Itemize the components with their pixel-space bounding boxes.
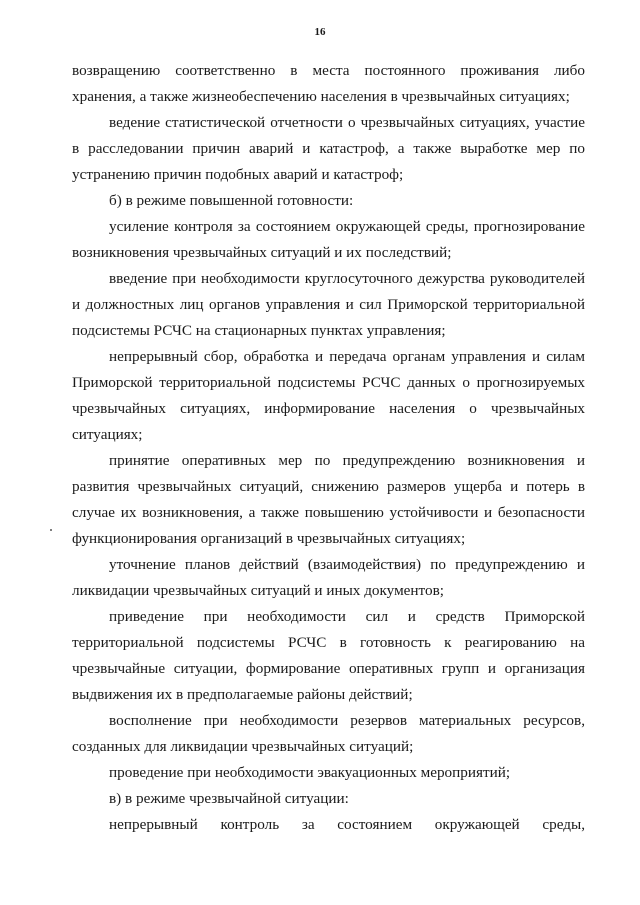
paragraph: введение при необходимости круглосуточного дежурства руководителей и должностных лиц органов управления и сил Приморской территориальной подсистемы РСЧС на стационарных пунктах управления;	[72, 270, 585, 339]
paragraph: усиление контроля за состоянием окружающей среды, прогнозирование возникновения чрезвычайных ситуаций и их последствий;	[72, 218, 585, 261]
paragraph-truncated: непрерывный контроль за состоянием окружающей среды,	[109, 816, 585, 833]
paragraph-continuation: возвращению соответственно в места постоянного проживания либо хранения, а также жизнеобеспечению населения в чрезвычайных ситуациях;	[72, 62, 585, 105]
section-heading-v: в) в режиме чрезвычайной ситуации:	[109, 790, 349, 807]
paragraph: уточнение планов действий (взаимодействия) по предупреждению и ликвидации чрезвычайных ситуаций и иных документов;	[72, 556, 585, 599]
page-number: 16	[314, 26, 326, 38]
section-heading-b: б) в режиме повышенной готовности:	[109, 192, 354, 209]
scan-mark	[50, 529, 52, 531]
paragraph: непрерывный сбор, обработка и передача органам управления и силам Приморской территориальной подсистемы РСЧС данных о прогнозируемых чрезвычайных ситуациях, информирование населения о чрезвычайных ситуациях;	[72, 348, 585, 443]
paragraph: принятие оперативных мер по предупреждению возникновения и развития чрезвычайных ситуаций, снижению размеров ущерба и потерь в случае их возникновения, а также повышению устойчивости и безопасности функционирования организаций в чрезвычайных ситуациях;	[72, 452, 585, 547]
paragraph: проведение при необходимости эвакуационных мероприятий;	[109, 764, 511, 781]
paragraph: ведение статистической отчетности о чрезвычайных ситуациях, участие в расследовании причин аварий и катастроф, а также выработке мер по устранению причин подобных аварий и катастроф;	[72, 114, 585, 183]
paragraph: приведение при необходимости сил и средств Приморской территориальной подсистемы РСЧС в готовность к реагированию на чрезвычайные ситуации, формирование оперативных групп и организация выдвижения их в предполагаемые районы действий;	[72, 608, 585, 703]
body-text	[72, 58, 585, 838]
paragraph: восполнение при необходимости резервов материальных ресурсов, созданных для ликвидации чрезвычайных ситуаций;	[72, 712, 585, 755]
